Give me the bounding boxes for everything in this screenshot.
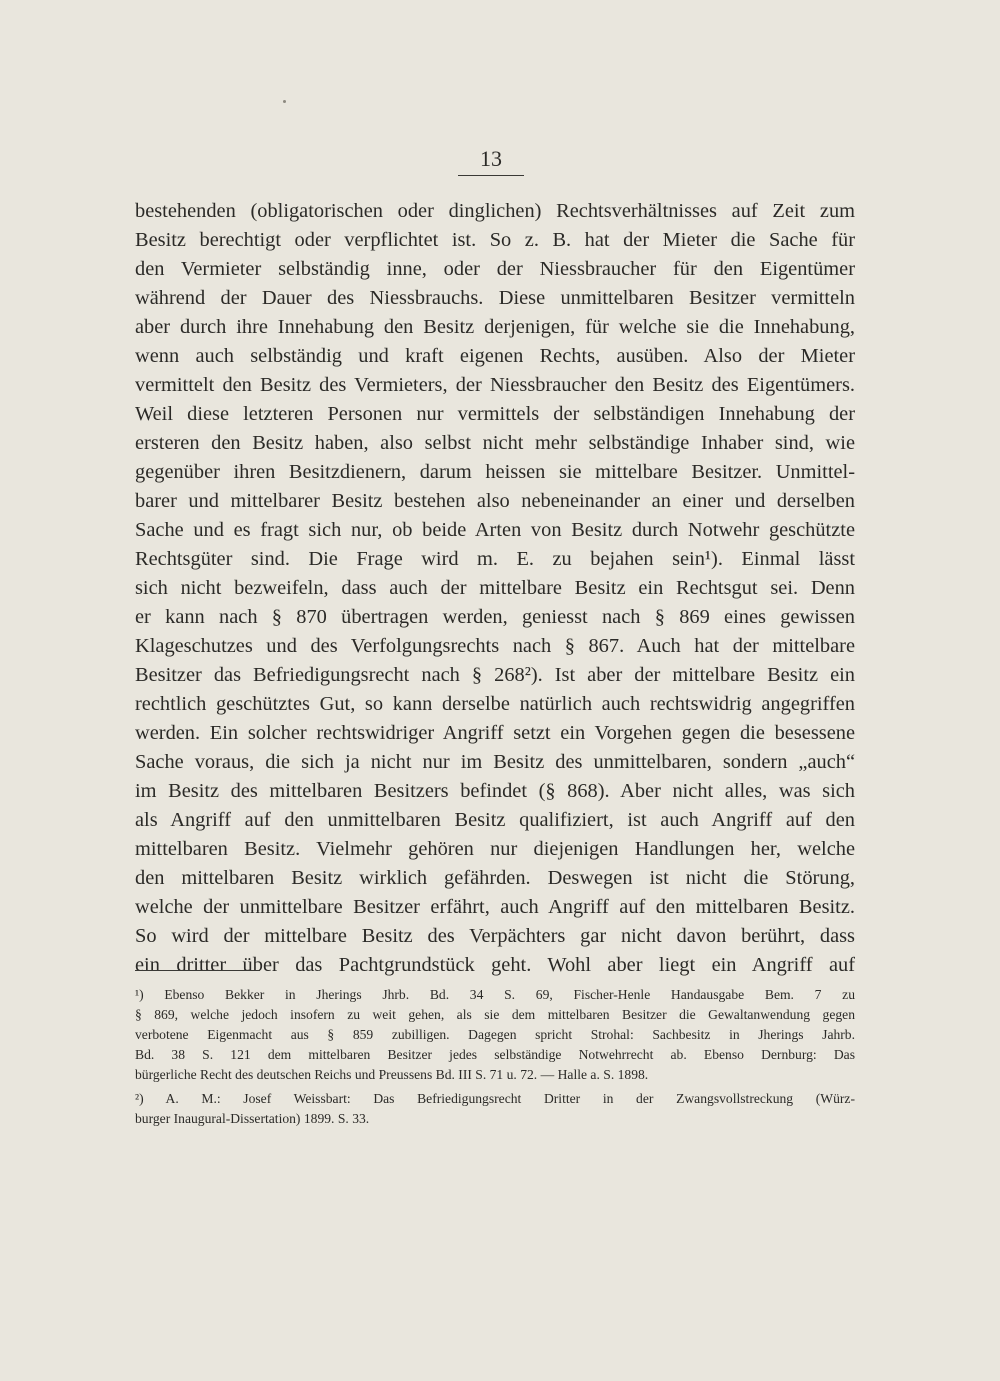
body-line: aber durch ihre Innehabung den Besitz derjenigen, für welche sie die Innehabung, — [135, 316, 855, 338]
body-text — [135, 197, 855, 980]
footnote-2-line: ²) A. M.: Josef Weissbart: Das Befriedigungsrecht Dritter in der Zwangsvollstreckung (Würz- — [135, 1091, 855, 1106]
footnote-1-line: § 869, welche jedoch insofern zu weit gehen, als sie dem mittelbaren Besitzer die Gewaltanwendung gegen — [135, 1007, 855, 1022]
body-line: welche der unmittelbare Besitzer erfährt, auch Angriff auf den mittelbaren Besitz. — [135, 896, 855, 918]
body-line: während der Dauer des Niessbrauchs. Diese unmittelbaren Besitzer vermitteln — [135, 287, 855, 309]
page-number: 13 — [480, 146, 502, 171]
body-line: als Angriff auf den unmittelbaren Besitz qualifiziert, ist auch Angriff auf den — [135, 809, 855, 831]
footnote-1-line: bürgerliche Recht des deutschen Reichs und Preussens Bd. III S. 71 u. 72. — Halle a. S. 1898. — [135, 1067, 649, 1082]
paper-speck — [283, 100, 286, 103]
body-line: rechtlich geschütztes Gut, so kann derselbe natürlich auch rechtswidrig angegriffen — [135, 693, 855, 715]
body-line: Besitzer das Befriedigungsrecht nach § 268²). Ist aber der mittelbare Besitz ein — [135, 664, 855, 686]
body-line: ersteren den Besitz haben, also selbst nicht mehr selbständige Inhaber sind, wie — [135, 432, 855, 454]
body-line: mittelbaren Besitz. Vielmehr gehören nur diejenigen Handlungen her, welche — [135, 838, 855, 860]
body-line: Sache und es fragt sich nur, ob beide Arten von Besitz durch Notwehr geschützte — [135, 519, 855, 541]
body-line: Klageschutzes und des Verfolgungsrechts nach § 867. Auch hat der mittelbare — [135, 635, 855, 657]
body-line: wenn auch selbständig und kraft eigenen Rechts, ausüben. Also der Mieter — [135, 345, 855, 367]
body-line: Weil diese letzteren Personen nur vermittels der selbständigen Innehabung der — [135, 403, 855, 425]
body-line: So wird der mittelbare Besitz des Verpächters gar nicht davon berührt, dass — [135, 925, 855, 947]
body-line: sich nicht bezweifeln, dass auch der mittelbare Besitz ein Rechtsgut sei. Denn — [135, 577, 855, 599]
body-line: vermittelt den Besitz des Vermieters, der Niessbraucher den Besitz des Eigentümers. — [135, 374, 855, 396]
body-line: ein dritter über das Pachtgrundstück geht. Wohl aber liegt ein Angriff auf — [135, 954, 855, 976]
footnotes — [135, 985, 855, 1129]
body-line: er kann nach § 870 übertragen werden, geniesst nach § 869 eines gewissen — [135, 606, 855, 628]
body-line: den Vermieter selbständig inne, oder der Niessbraucher für den Eigentümer — [135, 258, 855, 280]
body-line: gegenüber ihren Besitzdienern, darum heissen sie mittelbare Besitzer. Unmittel- — [135, 461, 855, 483]
body-line: barer und mittelbarer Besitz bestehen also nebeneinander an einer und derselben — [135, 490, 855, 512]
body-line: Sache voraus, die sich ja nicht nur im Besitz des unmittelbaren, sondern „auch“ — [135, 751, 855, 773]
page-number-rule — [458, 175, 524, 176]
footnote-2-line: burger Inaugural-Dissertation) 1899. S. 33. — [135, 1111, 370, 1126]
body-line: Besitz berechtigt oder verpflichtet ist. So z. B. hat der Mieter die Sache für — [135, 229, 855, 251]
body-line: Rechtsgüter sind. Die Frage wird m. E. zu bejahen sein¹). Einmal lässt — [135, 548, 855, 570]
footnote-1-line: ¹) Ebenso Bekker in Jherings Jhrb. Bd. 34 S. 69, Fischer-Henle Handausgabe Bem. 7 zu — [135, 987, 855, 1002]
body-line: bestehenden (obligatorischen oder dinglichen) Rechtsverhältnisses auf Zeit zum — [135, 200, 855, 222]
body-line: den mittelbaren Besitz wirklich gefährden. Deswegen ist nicht die Störung, — [135, 867, 855, 889]
footnote-separator — [135, 970, 260, 971]
footnote-1-line: verbotene Eigenmacht aus § 859 zubilligen. Dagegen spricht Strohal: Sachbesitz in Jherings Jahrb. — [135, 1027, 855, 1042]
body-line: werden. Ein solcher rechtswidriger Angriff setzt ein Vorgehen gegen die besessene — [135, 722, 855, 744]
footnote-1-line: Bd. 38 S. 121 dem mittelbaren Besitzer jedes selbständige Notwehrrecht ab. Ebenso Dernburg: Das — [135, 1047, 855, 1062]
body-line: im Besitz des mittelbaren Besitzers befindet (§ 868). Aber nicht alles, was sich — [135, 780, 855, 802]
